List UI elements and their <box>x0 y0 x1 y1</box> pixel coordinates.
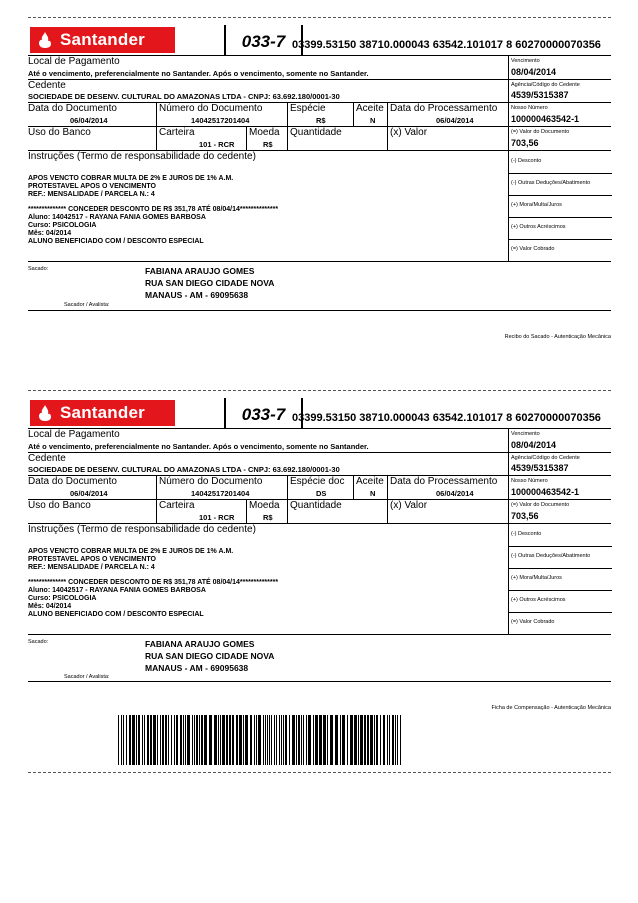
row-documento <box>28 476 611 500</box>
logo-text: Santander <box>60 403 145 422</box>
barcode-bar <box>347 715 348 765</box>
cedente-value: SOCIEDADE DE DESENV. CULTURAL DO AMAZONAS LTDA - CNPJ: 63.692.180/0001-30 <box>28 465 340 474</box>
uso-banco-label: Uso do Banco <box>28 127 91 138</box>
uso-banco-label: Uso do Banco <box>28 500 91 511</box>
barcode-bar <box>279 715 280 765</box>
especie-value: R$ <box>316 116 326 125</box>
barcode-bar <box>330 715 333 765</box>
barcode-bar <box>214 715 217 765</box>
barcode-bar <box>392 715 394 765</box>
footer-recibo: Recibo do Sacado - Autenticação Mecânica <box>504 334 611 340</box>
especie-doc-value: DS <box>316 489 327 498</box>
sacado-address: RUA SAN DIEGO CIDADE NOVA <box>145 278 275 288</box>
barcode-bar <box>358 715 359 765</box>
aceite-label: Aceite <box>356 476 384 487</box>
barcode-bar <box>269 715 270 765</box>
barcode-bar <box>180 715 182 765</box>
numero-documento-value: 14042517201404 <box>191 116 250 125</box>
local-pagamento-label: Local de Pagamento <box>28 56 120 67</box>
valor-documento-value: 703,56 <box>511 138 539 148</box>
nosso-numero-cell <box>508 476 612 499</box>
slip-header <box>28 25 611 56</box>
barcode-bar <box>265 715 266 765</box>
barcode-bar <box>185 715 186 765</box>
barcode-bar <box>226 715 228 765</box>
valor-documento-cell <box>508 127 612 150</box>
moeda-value: R$ <box>263 140 273 149</box>
barcode-bar <box>258 715 261 765</box>
instruction-line: PROTESTAVEL APOS O VENCIMENTO <box>28 183 156 190</box>
data-processamento-cell <box>387 476 509 499</box>
carteira-cell <box>156 127 247 150</box>
instruction-line: ************** CONCEDER DESCONTO DE R$ 351,78 ATÉ 08/04/14************** <box>28 579 279 586</box>
barcode-bar <box>301 715 302 765</box>
barcode-bar <box>183 715 184 765</box>
barcode-bar <box>285 715 287 765</box>
sacador-label: Sacador / Avalista: <box>64 674 110 680</box>
row-instrucoes <box>28 524 611 635</box>
row-local-pagamento <box>28 429 611 453</box>
outras-deducoes-cell <box>509 173 612 196</box>
barcode-bar <box>276 715 277 765</box>
outros-acrescimos-label: (+) Outros Acréscimos <box>511 597 566 603</box>
numero-documento-label: Número do Documento <box>159 476 263 487</box>
vencimento-label: Vencimento <box>511 58 540 64</box>
barcode-bar <box>374 715 375 765</box>
barcode-bar <box>340 715 341 765</box>
nosso-numero-value: 100000463542-1 <box>511 487 580 497</box>
cut-line-top <box>28 17 611 18</box>
vencimento-cell <box>508 429 612 452</box>
instruction-line: REF.: MENSALIDADE / PARCELA N.: 4 <box>28 564 155 571</box>
barcode-bar <box>132 715 135 765</box>
aceite-value: N <box>370 116 376 125</box>
row-instrucoes <box>28 151 611 262</box>
barcode-bar <box>147 715 149 765</box>
barcode-bar <box>243 715 244 765</box>
uso-banco-cell <box>28 500 156 523</box>
row-documento <box>28 103 611 127</box>
valor-documento-label: (=) Valor do Documento <box>511 502 570 508</box>
row-uso-banco <box>28 127 611 151</box>
vencimento-value: 08/04/2014 <box>511 67 557 77</box>
barcode-bar <box>209 715 212 765</box>
barcode-bar <box>232 715 234 765</box>
barcode-bar <box>397 715 398 765</box>
data-processamento-value: 06/04/2014 <box>436 489 474 498</box>
barcode-bar <box>383 715 385 765</box>
nosso-numero-value: 100000463542-1 <box>511 114 580 124</box>
valor-cobrado-cell <box>509 612 612 634</box>
data-documento-value: 06/04/2014 <box>70 116 108 125</box>
barcode-bar <box>153 715 156 765</box>
bank-code: 033-7 <box>224 398 303 428</box>
deductions-column <box>508 151 612 261</box>
santander-logo <box>30 400 175 426</box>
local-pagamento-label: Local de Pagamento <box>28 429 120 440</box>
barcode-bar <box>306 715 307 765</box>
barcode-bar <box>313 715 314 765</box>
valor-documento-label: (=) Valor do Documento <box>511 129 570 135</box>
data-processamento-cell <box>387 103 509 126</box>
barcode-bar <box>389 715 390 765</box>
x-valor-label: (x) Valor <box>390 500 428 511</box>
quantidade-cell <box>287 500 388 523</box>
barcode-bar <box>292 715 295 765</box>
barcode-bar <box>370 715 373 765</box>
barcode-bar <box>387 715 388 765</box>
barcode-bar <box>303 715 304 765</box>
barcode-bar <box>364 715 366 765</box>
valor-cobrado-cell <box>509 239 612 261</box>
numero-documento-value: 14042517201404 <box>191 489 250 498</box>
barcode-bar <box>236 715 238 765</box>
desconto-cell <box>509 524 612 547</box>
barcode-bar <box>283 715 284 765</box>
barcode-bar <box>123 715 124 765</box>
barcode-bar <box>129 715 131 765</box>
quantidade-cell <box>287 127 388 150</box>
carteira-cell <box>156 500 247 523</box>
row-local-pagamento <box>28 56 611 80</box>
moeda-value: R$ <box>263 513 273 522</box>
quantidade-label: Quantidade <box>290 127 342 138</box>
sacador-label: Sacador / Avalista: <box>64 302 110 308</box>
outros-acrescimos-label: (+) Outros Acréscimos <box>511 224 566 230</box>
aceite-value: N <box>370 489 376 498</box>
data-documento-label: Data do Documento <box>28 476 117 487</box>
barcode-bar <box>354 715 357 765</box>
agencia-value: 4539/5315387 <box>511 90 569 100</box>
numero-documento-label: Número do Documento <box>159 103 263 114</box>
barcode-bar <box>395 715 396 765</box>
x-valor-cell <box>387 500 509 523</box>
sacado-city: MANAUS - AM - 69095638 <box>145 290 249 300</box>
data-documento-cell <box>28 476 156 499</box>
carteira-label: Carteira <box>159 127 195 138</box>
vencimento-value: 08/04/2014 <box>511 440 557 450</box>
data-processamento-value: 06/04/2014 <box>436 116 474 125</box>
data-documento-cell <box>28 103 156 126</box>
instruction-line: APOS VENCTO COBRAR MULTA DE 2% E JUROS DE 1% A.M. <box>28 548 234 555</box>
outras-deducoes-label: (-) Outras Deduções/Abatimento <box>511 553 591 559</box>
barcode-bar <box>267 715 268 765</box>
agencia-label: Agência/Código do Cedente <box>511 82 580 88</box>
barcode-bar <box>187 715 190 765</box>
mora-label: (+) Mora/Multa/Juros <box>511 575 562 581</box>
aceite-label: Aceite <box>356 103 384 114</box>
barcode-bar <box>142 715 143 765</box>
santander-logo <box>30 27 175 53</box>
instruction-line: REF.: MENSALIDADE / PARCELA N.: 4 <box>28 191 155 198</box>
mora-cell <box>509 568 612 591</box>
barcode-bar <box>350 715 353 765</box>
nosso-numero-label: Nosso Número <box>511 478 548 484</box>
digitable-line: 03399.53150 38710.000043 63542.101017 8 60270000070356 <box>292 39 601 51</box>
instruction-line: ALUNO BENEFICIADO COM / DESCONTO ESPECIAL <box>28 611 204 618</box>
barcode-bar <box>229 715 231 765</box>
barcode-bar <box>360 715 363 765</box>
agencia-label: Agência/Código do Cedente <box>511 455 580 461</box>
barcode-bar <box>171 715 172 765</box>
barcode-bar <box>315 715 318 765</box>
numero-documento-cell <box>156 476 288 499</box>
barcode-bar <box>144 715 145 765</box>
aceite-cell <box>353 103 388 126</box>
mora-label: (+) Mora/Multa/Juros <box>511 202 562 208</box>
valor-cobrado-label: (=) Valor Cobrado <box>511 619 555 625</box>
barcode-bar <box>174 715 175 765</box>
especie-cell <box>287 103 354 126</box>
instruction-line: Curso: PSICOLOGIA <box>28 222 97 229</box>
instruction-line: Aluno: 14042517 - RAYANA FANIA GOMES BARBOSA <box>28 587 206 594</box>
outras-deducoes-label: (-) Outras Deduções/Abatimento <box>511 180 591 186</box>
instruction-line: Aluno: 14042517 - RAYANA FANIA GOMES BARBOSA <box>28 214 206 221</box>
barcode-bar <box>289 715 290 765</box>
local-pagamento-value: Até o vencimento, preferencialmente no Santander. Após o vencimento, somente no Santander. <box>28 69 369 78</box>
instruction-line: Mês: 04/2014 <box>28 603 72 610</box>
footer-ficha: Ficha de Compensação - Autenticação Mecânica <box>491 705 611 711</box>
sacado-label: Sacado: <box>28 266 49 272</box>
data-processamento-label: Data do Processamento <box>390 103 498 114</box>
barcode-bar <box>319 715 322 765</box>
barcode-bar <box>222 715 225 765</box>
barcode-bar <box>400 715 401 765</box>
row-cedente <box>28 80 611 103</box>
barcode-bar <box>176 715 178 765</box>
barcode-bar <box>245 715 248 765</box>
instrucoes-label: Instruções (Termo de responsabilidade do cedente) <box>28 151 256 162</box>
barcode-bar <box>296 715 297 765</box>
data-documento-label: Data do Documento <box>28 103 117 114</box>
barcode-bar <box>263 715 264 765</box>
sacado-address: RUA SAN DIEGO CIDADE NOVA <box>145 651 275 661</box>
x-valor-label: (x) Valor <box>390 127 428 138</box>
row-cedente <box>28 453 611 476</box>
agencia-value: 4539/5315387 <box>511 463 569 473</box>
desconto-label: (-) Desconto <box>511 531 542 537</box>
outros-acrescimos-cell <box>509 217 612 240</box>
instruction-line: ************** CONCEDER DESCONTO DE R$ 351,78 ATÉ 08/04/14************** <box>28 206 279 213</box>
barcode-bar <box>121 715 122 765</box>
cedente-value: SOCIEDADE DE DESENV. CULTURAL DO AMAZONAS LTDA - CNPJ: 63.692.180/0001-30 <box>28 92 340 101</box>
row-uso-banco <box>28 500 611 524</box>
carteira-label: Carteira <box>159 500 195 511</box>
row-sacado <box>28 635 611 682</box>
carteira-value: 101 - RCR <box>199 513 235 522</box>
barcode-bar <box>199 715 200 765</box>
especie-doc-label: Espécie doc <box>290 476 345 487</box>
sacado-city: MANAUS - AM - 69095638 <box>145 663 249 673</box>
sacado-name: FABIANA ARAUJO GOMES <box>145 266 255 276</box>
digitable-line: 03399.53150 38710.000043 63542.101017 8 60270000070356 <box>292 412 601 424</box>
sacado-label: Sacado: <box>28 639 49 645</box>
vencimento-label: Vencimento <box>511 431 540 437</box>
barcode-bar <box>327 715 328 765</box>
mora-cell <box>509 195 612 218</box>
barcode-bar <box>220 715 221 765</box>
desconto-cell <box>509 151 612 174</box>
carteira-value: 101 - RCR <box>199 140 235 149</box>
data-documento-value: 06/04/2014 <box>70 489 108 498</box>
cut-line-bottom <box>28 772 611 773</box>
flame-icon <box>30 400 60 426</box>
instruction-line: Mês: 04/2014 <box>28 230 72 237</box>
barcode-bar <box>367 715 369 765</box>
cut-line-middle <box>28 390 611 391</box>
barcode-bar <box>160 715 161 765</box>
instruction-line: APOS VENCTO COBRAR MULTA DE 2% E JUROS DE 1% A.M. <box>28 175 234 182</box>
barcode-bar <box>196 715 198 765</box>
uso-banco-cell <box>28 127 156 150</box>
especie-label: Espécie <box>290 103 326 114</box>
barcode-bar <box>168 715 169 765</box>
barcode-bar <box>380 715 381 765</box>
moeda-label: Moeda <box>249 127 280 138</box>
barcode <box>118 715 404 765</box>
barcode-bar <box>281 715 282 765</box>
barcode-bar <box>204 715 207 765</box>
logo-text: Santander <box>60 30 145 49</box>
barcode-bar <box>250 715 252 765</box>
instrucoes-label: Instruções (Termo de responsabilidade do cedente) <box>28 524 256 535</box>
barcode-bar <box>298 715 300 765</box>
agencia-cell <box>508 453 612 475</box>
aceite-cell <box>353 476 388 499</box>
barcode-bar <box>192 715 193 765</box>
quantidade-label: Quantidade <box>290 500 342 511</box>
barcode-bar <box>126 715 127 765</box>
barcode-bar <box>271 715 272 765</box>
barcode-bar <box>323 715 326 765</box>
barcode-bar <box>342 715 345 765</box>
barcode-bar <box>136 715 137 765</box>
outros-acrescimos-cell <box>509 590 612 613</box>
barcode-bar <box>335 715 338 765</box>
barcode-bar <box>150 715 152 765</box>
barcode-bar <box>218 715 219 765</box>
outras-deducoes-cell <box>509 546 612 569</box>
cedente-label: Cedente <box>28 80 66 91</box>
local-pagamento-value: Até o vencimento, preferencialmente no Santander. Após o vencimento, somente no Santander. <box>28 442 369 451</box>
instruction-line: Curso: PSICOLOGIA <box>28 595 97 602</box>
barcode-bar <box>118 715 119 765</box>
receipt-slip <box>28 25 611 340</box>
sacado-name: FABIANA ARAUJO GOMES <box>145 639 255 649</box>
row-sacado <box>28 262 611 311</box>
x-valor-cell <box>387 127 509 150</box>
moeda-cell <box>246 127 288 150</box>
moeda-cell <box>246 500 288 523</box>
agencia-cell <box>508 80 612 102</box>
desconto-label: (-) Desconto <box>511 158 542 164</box>
barcode-bar <box>254 715 255 765</box>
instruction-line: PROTESTAVEL APOS O VENCIMENTO <box>28 556 156 563</box>
instruction-line: ALUNO BENEFICIADO COM / DESCONTO ESPECIAL <box>28 238 204 245</box>
barcode-bar <box>162 715 164 765</box>
data-processamento-label: Data do Processamento <box>390 476 498 487</box>
barcode-bar <box>201 715 203 765</box>
barcode-bar <box>157 715 158 765</box>
especie-doc-cell <box>287 476 354 499</box>
bank-code: 033-7 <box>224 25 303 55</box>
barcode-bar <box>239 715 242 765</box>
compensation-slip <box>28 398 611 711</box>
cedente-label: Cedente <box>28 453 66 464</box>
slip-header <box>28 398 611 429</box>
numero-documento-cell <box>156 103 288 126</box>
flame-icon <box>30 27 60 53</box>
barcode-bar <box>308 715 311 765</box>
moeda-label: Moeda <box>249 500 280 511</box>
valor-documento-value: 703,56 <box>511 511 539 521</box>
vencimento-cell <box>508 56 612 79</box>
valor-documento-cell <box>508 500 612 523</box>
valor-cobrado-label: (=) Valor Cobrado <box>511 246 555 252</box>
nosso-numero-label: Nosso Número <box>511 105 548 111</box>
barcode-bar <box>376 715 378 765</box>
barcode-bar <box>256 715 257 765</box>
barcode-bar <box>138 715 140 765</box>
nosso-numero-cell <box>508 103 612 126</box>
barcode-bar <box>194 715 195 765</box>
deductions-column <box>508 524 612 634</box>
barcode-bar <box>165 715 167 765</box>
barcode-bar <box>274 715 275 765</box>
